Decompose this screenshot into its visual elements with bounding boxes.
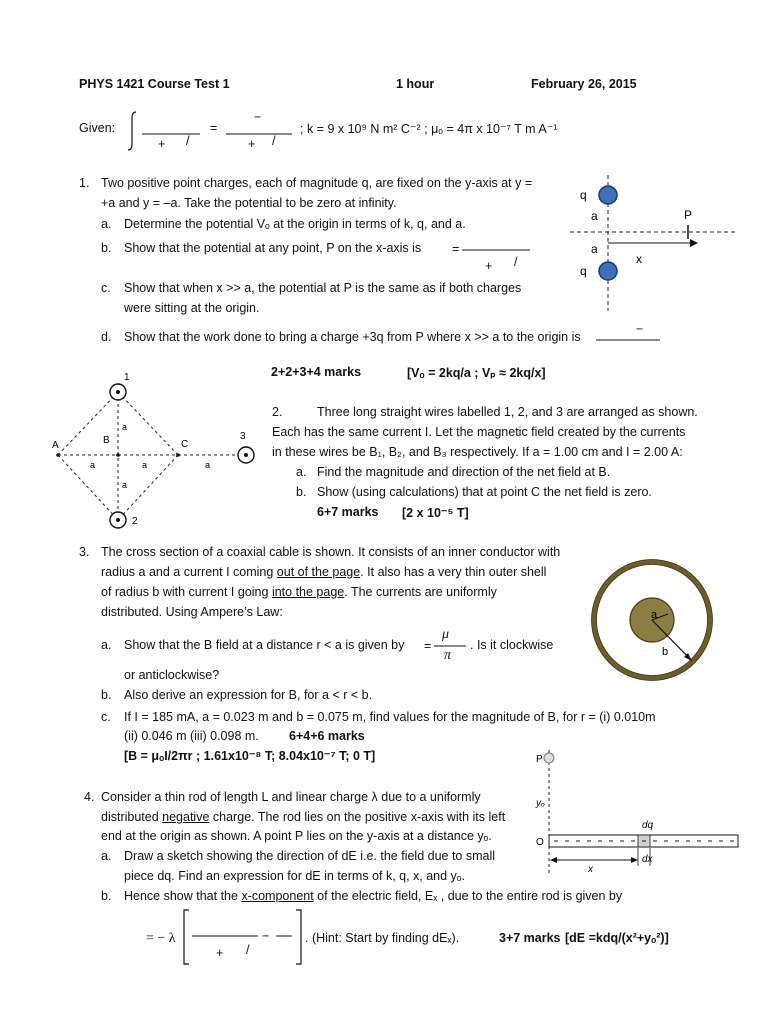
q4-label-yo: yₒ	[536, 798, 545, 809]
given-equals: =	[210, 121, 218, 135]
q4-eq-dash: −	[262, 929, 270, 943]
q3-line3	[101, 585, 497, 599]
q3-line2-post: . It also has a very thin outer shell	[360, 565, 547, 579]
q2-figure	[50, 370, 265, 530]
q3c-label: c.	[101, 710, 111, 724]
q3a-pi: π	[444, 648, 452, 663]
q4-answer: [dE =kdq/(x²+yₒ²)]	[565, 931, 669, 945]
q3c-line1: If I = 185 mA, a = 0.023 m and b = 0.075 m, find values for the magnitude of B, for r = (i) 0.010m	[124, 710, 656, 724]
q2-point-a	[56, 453, 60, 457]
given-slash-2: /	[272, 134, 276, 148]
q4-label-p: P	[536, 754, 543, 765]
q1d-minus: −	[636, 322, 644, 336]
q2-label-wire-3: 3	[240, 431, 246, 442]
q1-label-q-bottom: q	[580, 264, 587, 278]
given-constants: ; k = 9 x 10⁹ N m² C⁻² ; μₒ = 4π x 10⁻⁷ T m A⁻¹	[300, 122, 558, 136]
q1b-equals: =	[452, 242, 460, 256]
q4-line2	[101, 810, 505, 824]
q2a-text: Find the magnitude and direction of the net field at B.	[317, 465, 611, 479]
given-plus-1: +	[158, 137, 166, 151]
q4-label-dx: dx	[642, 854, 653, 865]
q1b-slash: /	[514, 255, 518, 269]
q4-line2-pre: distributed	[101, 810, 163, 824]
q1d-label: d.	[101, 330, 112, 344]
q4-line3: end at the origin as shown. A point P lies on the y-axis at a distance yₒ.	[101, 829, 492, 843]
q4-line2-underlined: negative	[162, 810, 210, 824]
q2-label-c-point: C	[181, 439, 189, 450]
q1-charge-top	[599, 186, 617, 204]
q2-label-a-5: a	[205, 460, 211, 470]
course-title: PHYS 1421 Course Test 1	[79, 77, 230, 91]
q4b-label: b.	[101, 889, 112, 903]
q1-number: 1.	[79, 176, 90, 190]
q3c-line2: (ii) 0.046 m (iii) 0.098 m.	[124, 729, 259, 743]
given-plus-2: +	[248, 137, 256, 151]
q4-eq-plus: +	[216, 946, 224, 960]
q4a-line2: piece dq. Find an expression for dE in terms of k, q, x, and yₒ.	[124, 869, 465, 883]
q3-label-a: a	[651, 609, 658, 621]
q3-line2	[101, 565, 546, 579]
q2-label-a-4: a	[142, 460, 148, 470]
q4-eq-slash: /	[246, 943, 250, 957]
q3-line4: distributed. Using Ampere’s Law:	[101, 605, 283, 619]
test-duration: 1 hour	[396, 77, 435, 91]
q3-answer: [B = μₒI/2πr ; 1.61x10⁻⁸ T; 8.04x10⁻⁷ T; 0 T]	[124, 749, 376, 763]
q2-label-a-3: a	[90, 460, 96, 470]
q4b-text	[124, 889, 622, 903]
q2-point-c	[176, 453, 180, 457]
given-label: Given:	[79, 121, 116, 135]
q3a-text: Show that the B field at a distance r < a is given by	[124, 638, 405, 652]
q1d-text: Show that the work done to bring a charge +3q from P where x >> a to the origin is	[124, 330, 581, 344]
given-minus: −	[254, 110, 262, 124]
q4-label-x: x	[588, 864, 593, 875]
q3-line2-underlined: out of the page	[276, 565, 361, 579]
q4-marks: 3+7 marks	[499, 931, 561, 945]
q1b-fraction-bar	[462, 248, 532, 252]
q3a-equals: =	[424, 639, 432, 653]
q1c-label: c.	[101, 281, 111, 295]
q3a-tail: . Is it clockwise	[470, 638, 554, 652]
q1c-line1: Show that when x >> a, the potential at P is the same as if both charges	[124, 281, 522, 295]
q2-label-b-point: B	[103, 435, 110, 446]
q1b-plus: +	[485, 259, 493, 273]
q3-line3-underlined: into the page	[271, 585, 345, 599]
q1-label-a-top: a	[591, 209, 598, 223]
q4-line2-post: charge. The rod lies on the positive x-axis with its left	[209, 810, 506, 824]
q3-number: 3.	[79, 545, 90, 559]
q1b-text: Show that the potential at any point, P on the x-axis is	[124, 241, 422, 255]
q2-label-wire-1: 1	[124, 372, 130, 383]
q4-hint: . (Hint: Start by finding dEₓ).	[305, 931, 460, 945]
q1-stem-line1: Two positive point charges, each of magnitude q, are fixed on the y-axis at y =	[101, 176, 533, 190]
q1b-label: b.	[101, 241, 112, 255]
q1-stem-line2: +a and y = –a. Take the potential to be zero at infinity.	[101, 196, 397, 210]
q1-label-a-bottom: a	[591, 242, 598, 256]
q4-line1: Consider a thin rod of length L and linear charge λ due to a uniformly	[101, 790, 481, 804]
q2-line1: Three long straight wires labelled 1, 2, and 3 are arranged as shown.	[317, 405, 698, 419]
q2-line2: Each has the same current I. Let the magnetic field created by the currents	[272, 425, 686, 439]
q4b-underlined: x-component	[241, 889, 314, 903]
q3-marks: 6+4+6 marks	[289, 729, 365, 743]
q2b-label: b.	[296, 485, 307, 499]
q4a-label: a.	[101, 849, 112, 863]
q3-coax-figure	[588, 556, 718, 686]
q2-number: 2.	[272, 405, 283, 419]
q2-answer: [2 x 10⁻⁵ T]	[402, 506, 469, 520]
q2-label-wire-2: 2	[132, 516, 138, 527]
q1-label-x: x	[636, 252, 642, 266]
q1c-line2: were sitting at the origin.	[124, 301, 260, 315]
q1-label-p: P	[684, 208, 693, 222]
q4-rod-figure	[530, 744, 744, 880]
q3-line2-pre: radius a and a current I coming	[101, 565, 277, 579]
q3a-line2: or anticlockwise?	[124, 668, 220, 682]
q2-marks: 6+7 marks	[317, 505, 379, 519]
q3a-label: a.	[101, 638, 112, 652]
q2b-text: Show (using calculations) that at point C the net field is zero.	[317, 485, 652, 499]
q4-label-dq: dq	[642, 820, 654, 831]
q1a-text: Determine the potential Vₒ at the origin in terms of k, q, and a.	[124, 217, 466, 231]
q4a-line1: Draw a sketch showing the direction of dE i.e. the field due to small	[124, 849, 496, 863]
q2a-label: a.	[296, 465, 307, 479]
q4-point-p	[544, 753, 554, 763]
q1-x-arrowhead	[690, 239, 698, 247]
q4-label-o: O	[536, 837, 544, 848]
given-slash-1: /	[186, 134, 190, 148]
q2-line3: in these wires be B₁, B₂, and B₃ respectively. If a = 1.00 cm and I = 2.00 A:	[272, 445, 683, 459]
q4-eq-brackets	[180, 908, 306, 966]
q1a-label: a.	[101, 217, 112, 231]
q4-number: 4.	[84, 790, 95, 804]
q3-line3-pre: of radius b with current I going	[101, 585, 272, 599]
q2-label-a-1: a	[122, 422, 128, 432]
q4b-post: of the electric field, Eₓ , due to the entire rod is given by	[313, 889, 623, 903]
q2-label-a-point: A	[52, 440, 59, 451]
q3-label-b: b	[662, 646, 669, 658]
q2-label-a-2: a	[122, 480, 128, 490]
q3-line1: The cross section of a coaxial cable is shown. It consists of an inner conductor with	[101, 545, 561, 559]
q1-figure	[560, 175, 740, 315]
q3b-label: b.	[101, 688, 112, 702]
q2-point-b	[116, 453, 120, 457]
q3a-mu: μ	[442, 627, 450, 642]
q1-charge-bottom	[599, 262, 617, 280]
q1-label-q-top: q	[580, 188, 587, 202]
q4b-pre: Hence show that the	[124, 889, 242, 903]
q3-line3-post: . The currents are uniformly	[344, 585, 497, 599]
q1-marks: 2+2+3+4 marks	[271, 365, 362, 379]
q1-answer: [Vₒ = 2kq/a ; Vₚ ≈ 2kq/x]	[407, 366, 546, 380]
q1d-fraction-bar	[596, 338, 662, 342]
q4-eq-lhs: = − λ	[146, 931, 176, 946]
q3b-text: Also derive an expression for B, for a < r < b.	[124, 688, 373, 702]
test-date: February 26, 2015	[531, 77, 637, 91]
